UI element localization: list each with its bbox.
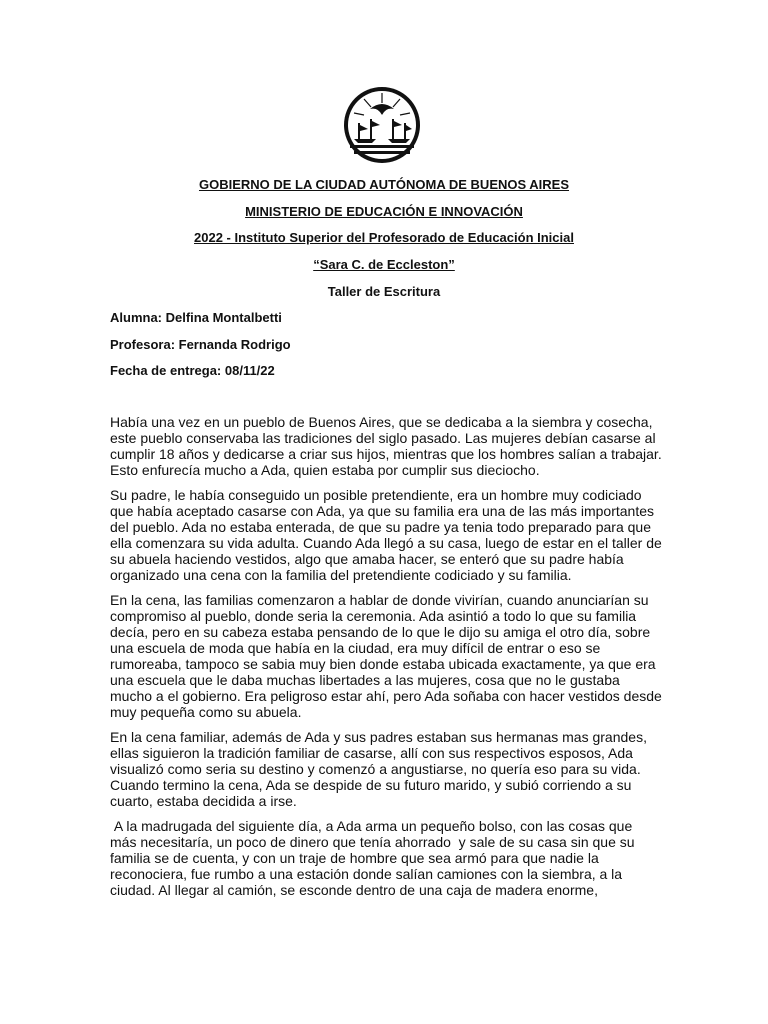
- city-seal-logo: [342, 85, 422, 165]
- header-ministry: MINISTERIO DE EDUCACIÓN E INNOVACIÓN: [245, 204, 523, 219]
- student-name: Alumna: Delfina Montalbetti: [110, 310, 282, 325]
- story-paragraph: A la madrugada del siguiente día, a Ada arma un pequeño bolso, con las cosas que más necesitaría, un poco de dinero que tenía ahorrado y sale de su casa sin que su familia se de cuenta, y con un traje de hombre que sea armó para que nadie la reconociera, fue rumbo a una estación donde salían camiones con la siembra, a la ciudad. Al llegar al camión, se esconde dentro de una caja de madera enorme,: [110, 818, 639, 898]
- delivery-date: Fecha de entrega: 08/11/22: [110, 363, 275, 378]
- teacher-name: Profesora: Fernanda Rodrigo: [110, 337, 291, 352]
- story-body: [110, 414, 662, 907]
- story-paragraph: Su padre, le había conseguido un posible pretendiente, era un hombre muy codiciado que había aceptado casarse con Ada, ya que su familia era una de las más importantes del pueblo. Ada no estaba enterada, de que su padre ya tenia todo preparado para que ella comenzara su vida adulta. Cuando Ada llegó a su casa, luego de estar en el taller de su abuela haciendo vestidos, algo que amaba hacer, se enteró que su padre había organizado una cena con la familia del pretendiente codiciado y su familia.: [110, 487, 662, 583]
- header-government: GOBIERNO DE LA CIUDAD AUTÓNOMA DE BUENOS AIRES: [198, 177, 570, 192]
- header-institute-name: “Sara C. de Eccleston”: [313, 257, 455, 272]
- story-paragraph: En la cena, las familias comenzaron a hablar de donde vivirían, cuando anunciarían su compromiso al pueblo, donde seria la ceremonia. Ada asintió a todo lo que su familia decía, pero en su cabeza estaba pensando de lo que le dijo su amiga el otro día, sobre una escuela de moda que había en la ciudad, era muy difícil de entrar o eso se rumoreaba, tampoco se sabia muy bien donde estaba ubicada exactamente, ya que era una escuela que le daba muchas libertades a las mujeres, cosa que no le gustaba mucho a el gobierno. Era peligroso estar ahí, pero Ada soñaba con hacer vestidos desde muy pequeña como su abuela.: [110, 592, 662, 720]
- story-paragraph: En la cena familiar, además de Ada y sus padres estaban sus hermanas mas grandes, ellas siguieron la tradición familiar de casarse, allí con sus respectivos esposos, Ada visualizó como seria su destino y comenzó a angustiarse, no quería eso para su vida. Cuando termino la cena, Ada se despide de su futuro marido, y subió corriendo a su cuarto, estaba decidida a irse.: [110, 729, 647, 809]
- header-course: Taller de Escritura: [327, 284, 441, 299]
- story-paragraph: Había una vez en un pueblo de Buenos Aires, que se dedicaba a la siembra y cosecha, este pueblo conservaba las tradiciones del siglo pasado. Las mujeres debían casarse al cumplir 18 años y dedicarse a criar sus hijos, mientras que los hombres salían a trabajar. Esto enfurecía mucho a Ada, quien estaba por cumplir sus dieciocho.: [110, 414, 662, 478]
- header-institute: 2022 - Instituto Superior del Profesorado de Educación Inicial: [194, 230, 574, 245]
